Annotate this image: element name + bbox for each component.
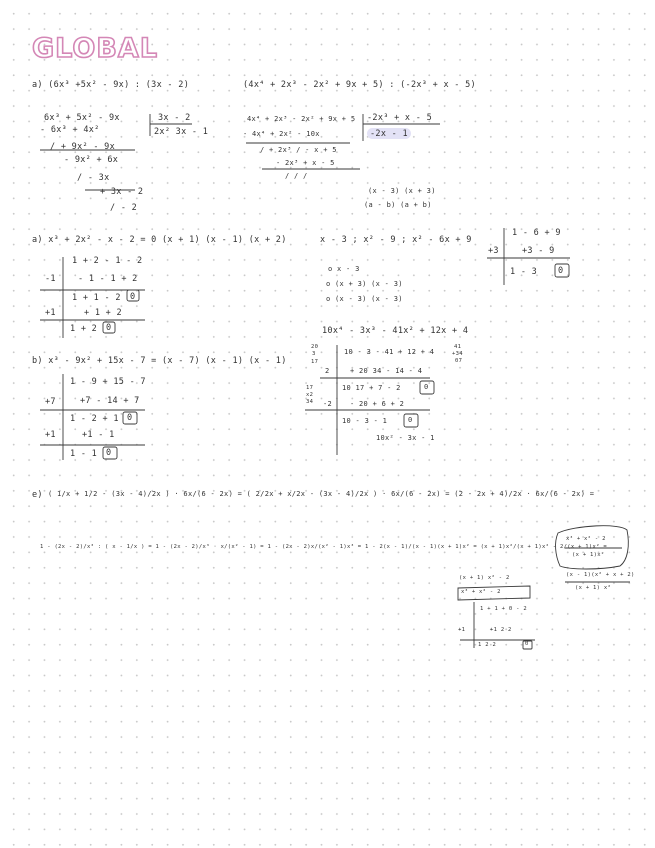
div1-row2: / + 9x² - 9x [50, 142, 116, 152]
ruffini-10-side3: 17 [311, 359, 319, 365]
ruffini-10-header: 10x⁴ - 3x³ - 41x² + 12x + 4 [322, 326, 469, 336]
div2-header: (4x⁴ + 2x³ - 2x² + 9x + 5) : (-2x³ + x - 5) [243, 80, 476, 90]
div2-divisor: -2x³ + x - 5 [367, 113, 433, 123]
ruffini-10-row4: - 20 + 6 + 2 [350, 400, 405, 408]
ruffini-b-row2: +7 - 14 + 7 [80, 396, 140, 406]
div2-dividend: 4x⁴ + 2x³ - 2x² + 9x + 5 [247, 115, 356, 123]
ruffini-last-rem: 0 [525, 641, 529, 647]
factor-option3: o (x - 3) (x - 3) [326, 295, 403, 303]
div1-row1: - 6x³ + 4x² [40, 125, 100, 135]
ruffini-x-row3: 1 - 3 [510, 267, 538, 277]
ruffini-a-rem5: 0 [106, 323, 112, 333]
ruffini-b-row4: +1 - 1 [82, 430, 115, 440]
ruffini-10-side2: 3 [312, 351, 316, 357]
ruffini-a-row5: 1 + 2 [70, 324, 98, 334]
div2-note1: (x - 3) (x + 3) [368, 187, 436, 195]
ruffini-10-rem3: 0 [424, 383, 429, 391]
ruffini-10-row3: 10 17 + 7 - 2 [342, 384, 401, 392]
ruffini-a-row4: + 1 + 2 [84, 308, 122, 318]
ruffini-last-row3: 1 2 2 [478, 642, 497, 648]
div1-row3: - 9x² + 6x [64, 155, 119, 165]
ruffini-last-row2: +1 2 2 [490, 627, 512, 633]
div1-row4: / - 3x [77, 173, 110, 183]
ruffini-10-row1: 10 - 3 - 41 + 12 + 4 [344, 348, 435, 356]
div2-quotient: -2x - 1 [370, 129, 408, 139]
last-alt-numerator: (x - 1)(x² + x + 2) [566, 572, 635, 578]
ruffini-a-label4: +1 [45, 308, 56, 318]
div1-divisor: 3x - 2 [158, 113, 191, 123]
div2-row3: - 2x³ + x - 5 [276, 159, 335, 167]
exercise-e-expression: ( 1/x + 1/2 - (3x - 4)/2x ) · 6x/(6 - 2x) = ( 2/2x + x/2x - (3x - 4)/2x ) · 6x/(6 - 2x) = (2 - 2x + 4)/2x · 6x/(6 - 2x) = [48, 490, 595, 498]
div2-row4: / / / [285, 172, 308, 180]
ruffini-a-row1: 1 + 2 - 1 - 2 [72, 256, 143, 266]
ruffini-10-right3: 07 [455, 358, 463, 364]
last-mid1: (x + 1) x² - 2 [459, 575, 510, 581]
ruffini-10-side4: 17 [306, 385, 314, 391]
ruffini-x-row1: 1 - 6 + 9 [512, 228, 561, 238]
factor-option1: o x - 3 [328, 265, 360, 273]
last-boxed-numerator: x³ + x² - 2 [566, 536, 606, 542]
div2-row2: / + 2x³ / - x + 5 [260, 146, 337, 154]
ruffini-b-label4: +1 [45, 430, 56, 440]
page-title: GLOBAL [32, 33, 159, 64]
ruffini-10-row5: 10 - 3 - 1 [342, 417, 388, 425]
ruffini-x-rem: 0 [558, 266, 564, 276]
ruffini-10-rem5: 0 [408, 416, 413, 424]
ruffini-last-label: +1 [458, 627, 466, 633]
div1-header: a) (6x³ +5x² - 9x) : (3x - 2) [32, 80, 190, 90]
ruffini-10-result: 10x² - 3x - 1 [376, 434, 435, 442]
ruffini-10-label4: -2 [323, 400, 333, 408]
div1-row5: + 3x - 2 [100, 187, 144, 197]
div2-row1: - 4x⁴ + 2x² - 10x [243, 130, 320, 138]
factor-header: x - 3 ; x² - 9 ; x² - 6x + 9 [320, 235, 472, 245]
ruffini-a-row2: - 1 - 1 + 2 [78, 274, 138, 284]
ruffini-a-header: a) x³ + 2x² - x - 2 = 0 (x + 1) (x - 1) (x + 2) [32, 235, 287, 245]
ruffini-x-row2: +3 - 9 [522, 246, 555, 256]
ruffini-b-row5: 1 - 1 [70, 449, 98, 459]
ruffini-x-label: +3 [488, 246, 499, 256]
ruffini-last-row1: 1 + 1 + 0 - 2 [480, 606, 527, 612]
last-mid2: x³ + x² - 2 [461, 589, 501, 595]
ruffini-10-side5: x2 [306, 392, 314, 398]
last-expression: 1 - (2x - 2)/x³ : ( x - 1/x ) = 1 - (2x - 2)/x³ · x/(x² - 1) = 1 - (2x - 2)x/(x² - 1)x³ = 1 - 2(x - 1)/(x - 1)(x + 1)x² = (x + 1)x²/(x + 1)x² - 2/(x + 1)x² = [40, 544, 607, 550]
ruffini-10-label2: 2 [325, 367, 330, 375]
factor-option2: o (x + 3) (x - 3) [326, 280, 403, 288]
ruffini-10-side6: 34 [306, 399, 314, 405]
last-alt-denominator: (x + 1) x² [575, 585, 612, 591]
ruffini-10-row2: + 20 34 - 14 - 4 [350, 367, 423, 375]
ruffini-b-header: b) x³ - 9x² + 15x - 7 = (x - 7) (x - 1) (x - 1) [32, 356, 287, 366]
exercise-e-label: e) [32, 490, 43, 500]
ruffini-b-row3: 1 - 2 + 1 [70, 414, 119, 424]
ruffini-10-side1: 20 [311, 344, 319, 350]
div1-dividend: 6x³ + 5x² - 9x [44, 113, 120, 123]
last-boxed-denominator: (x + 1)x² [572, 552, 605, 558]
div1-quotient: 2x² 3x - 1 [154, 127, 209, 137]
ruffini-b-rem3: 0 [127, 413, 133, 423]
ruffini-10-right1: 41 [454, 344, 462, 350]
div1-row6: / - 2 [110, 203, 138, 213]
ruffini-10-right2: +34 [452, 351, 463, 357]
ruffini-b-label2: +7 [45, 397, 56, 407]
div2-note2: (a - b) (a + b) [364, 201, 432, 209]
ruffini-a-row3: 1 + 1 - 2 [72, 293, 121, 303]
ruffini-b-rem5: 0 [106, 448, 112, 458]
ruffini-a-rem3: 0 [130, 292, 136, 302]
ruffini-a-label2: -1 [45, 274, 56, 284]
ruffini-b-row1: 1 - 9 + 15 - 7 [70, 377, 146, 387]
